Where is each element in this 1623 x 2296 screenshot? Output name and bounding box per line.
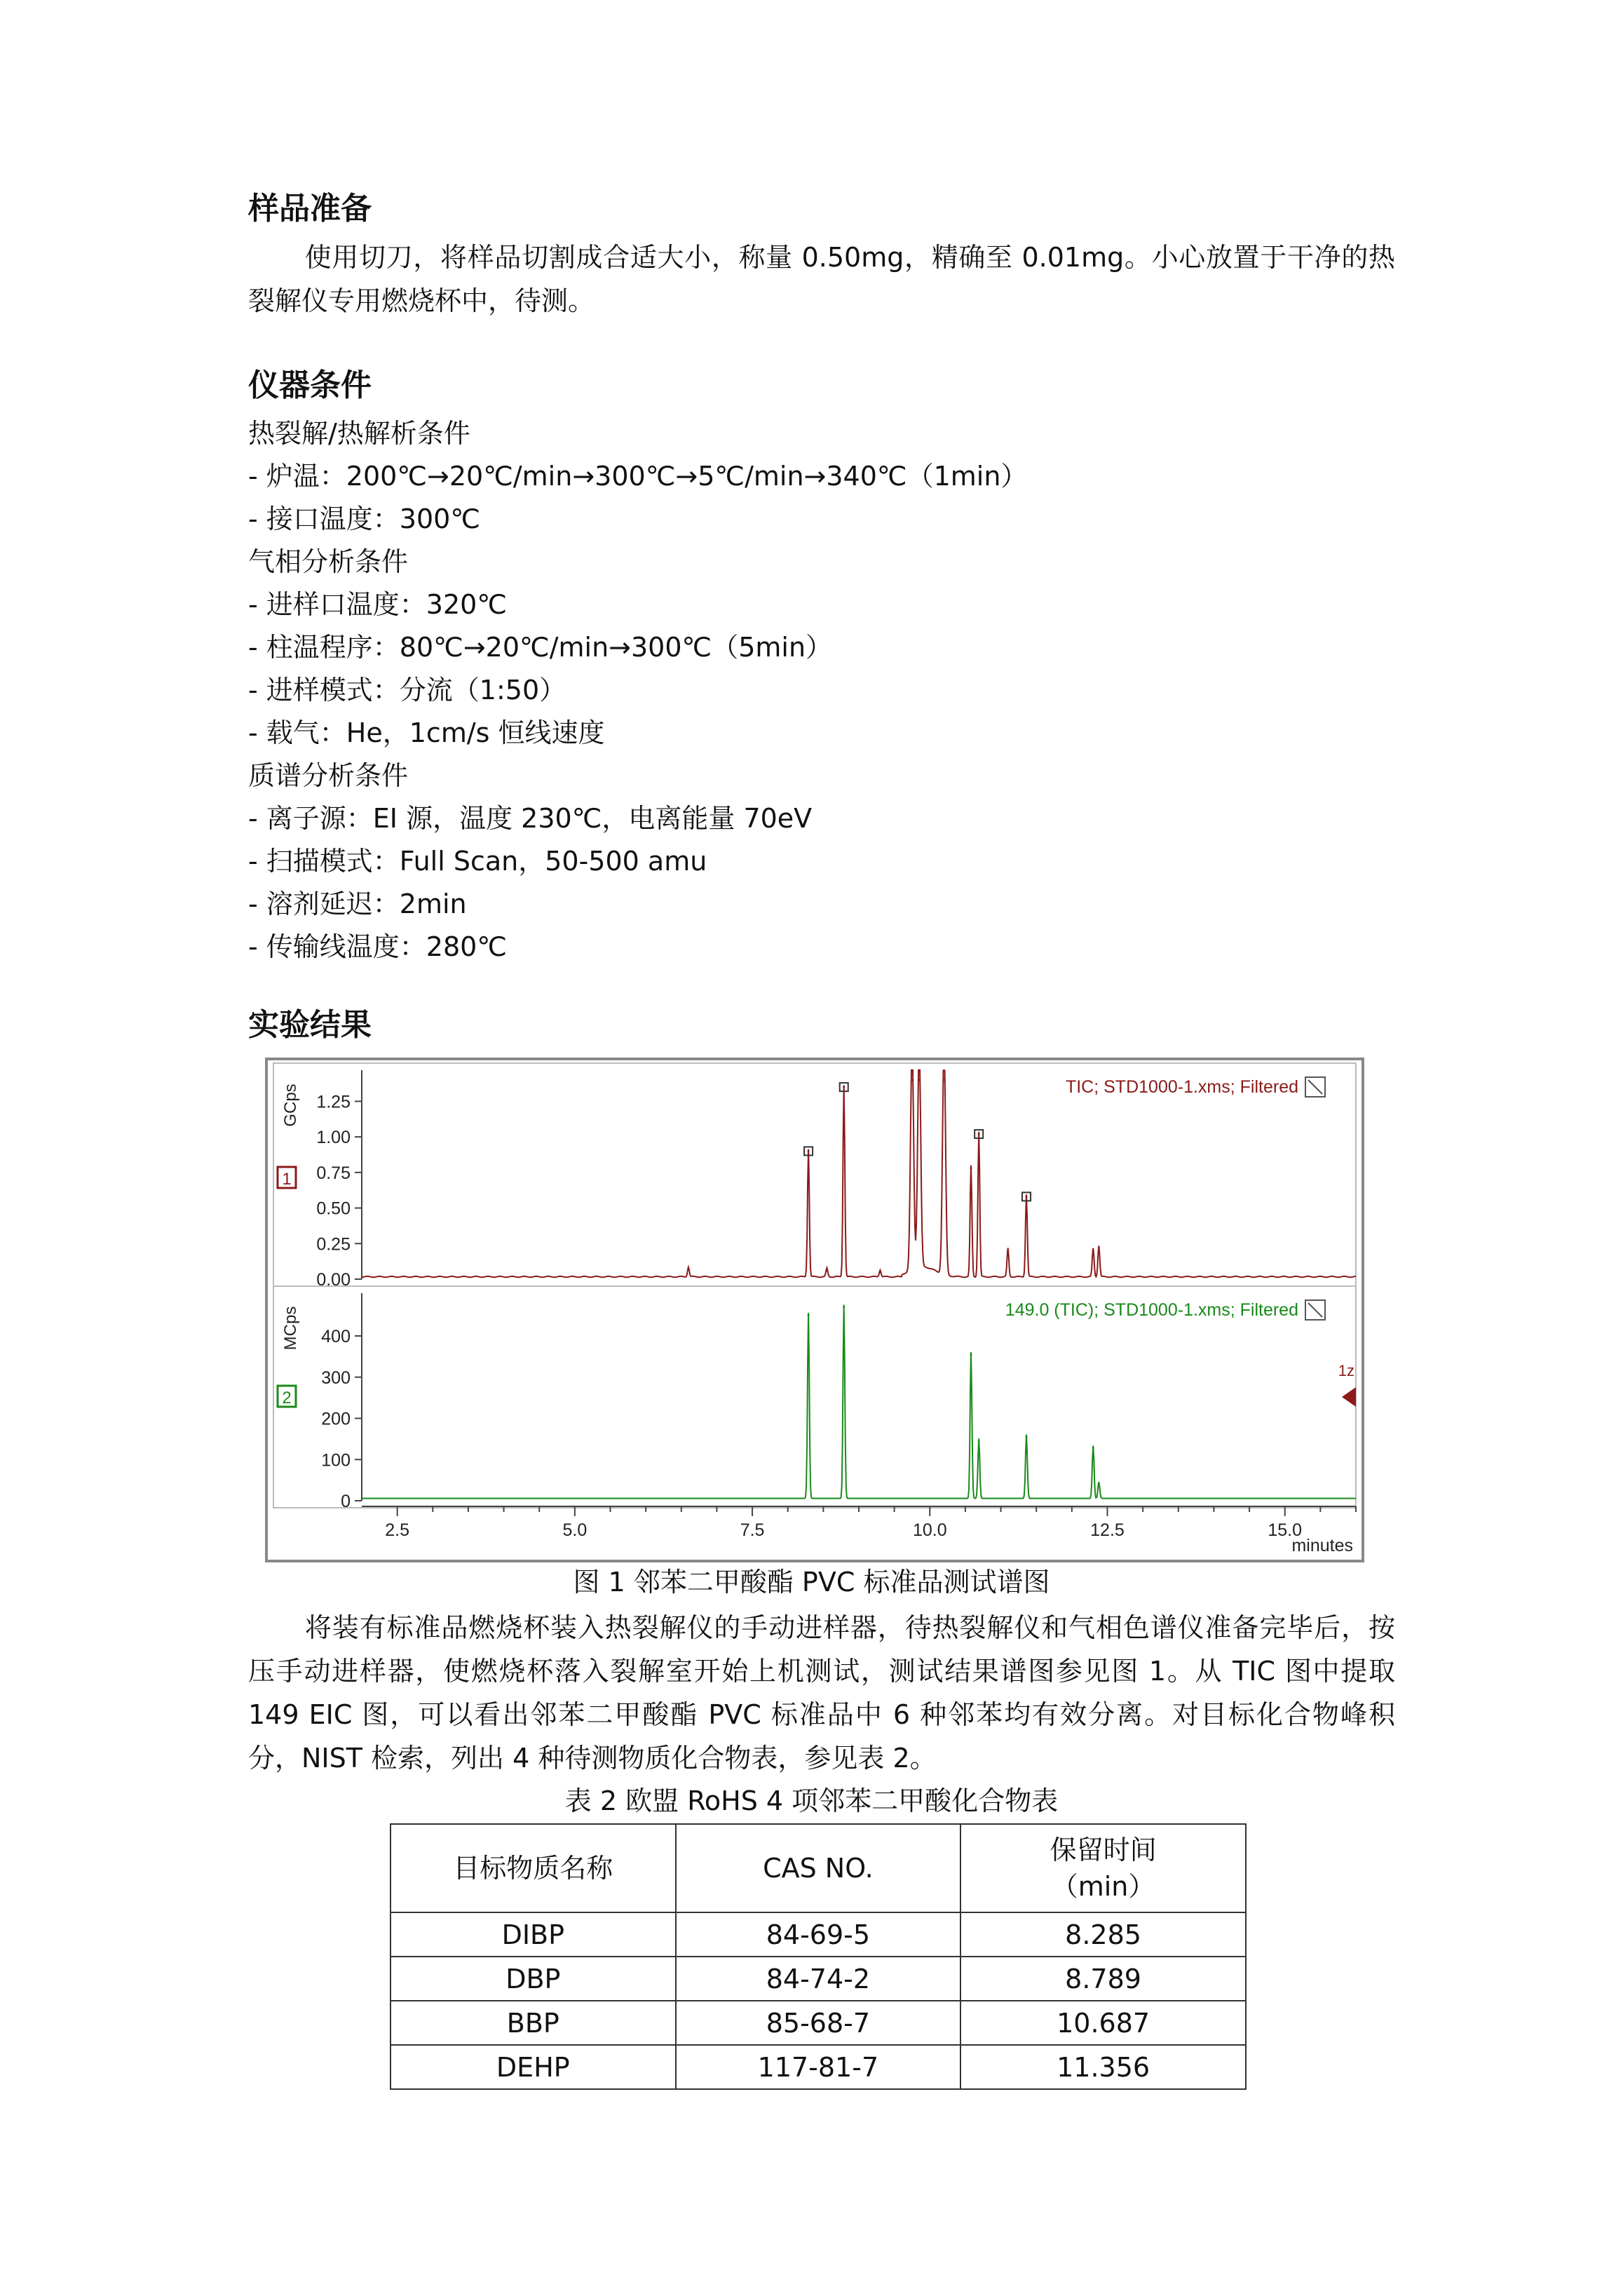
x-axis-label: minutes <box>1291 1536 1353 1555</box>
table-row <box>391 1957 1246 2001</box>
peak-point <box>918 1079 921 1081</box>
series-legend: 149.0 (TIC); STD1000-1.xms; Filtered <box>1005 1300 1298 1320</box>
results-text: 将装有标准品燃烧杯装入热裂解仪的手动进样器，待热裂解仪和气相色谱仪准备完毕后，按压手动进样器，使燃烧杯落入裂解室开始上机测试，测试结果谱图参见图 1。从 TIC 图中提取 149 EIC 图，可以看出邻苯二甲酸酯 PVC 标准品中 6 种邻苯均有效分离。对目标化合物峰积分，NIST 检索，列出 4 种待测物质化合物表，参见表 2。 <box>248 1612 1395 1774</box>
condition-line: - 溶剂延迟：2min <box>248 889 467 919</box>
cell-name: DIBP <box>391 1912 676 1957</box>
section-title-sample-prep: 样品准备 <box>248 191 372 227</box>
cell-cas: 85-68-7 <box>676 2001 961 2045</box>
peak-point <box>843 1306 845 1308</box>
condition-line: - 进样口温度：320℃ <box>248 589 507 620</box>
series-legend: TIC; STD1000-1.xms; Filtered <box>1065 1077 1298 1097</box>
peak-point <box>1092 1250 1094 1252</box>
x-tick-label: 15.0 <box>1268 1520 1303 1540</box>
condition-line: - 载气：He，1cm/s 恒线速度 <box>248 717 605 748</box>
header-target: 目标物质名称 <box>391 1824 676 1912</box>
y-tick-label: 100 <box>321 1450 351 1471</box>
y-axis-label: GCps <box>281 1083 300 1127</box>
cell-rt: 8.285 <box>960 1912 1246 1957</box>
section-title-instrument: 仪器条件 <box>248 367 372 403</box>
peak-point <box>943 1079 945 1081</box>
peak-point <box>1026 1196 1028 1198</box>
cell-cas: 117-81-7 <box>676 2045 961 2089</box>
peak-point <box>879 1271 881 1273</box>
peak-point <box>978 1440 980 1442</box>
peak-point <box>1026 1436 1028 1438</box>
cell-name: DBP <box>391 1957 676 2001</box>
peak-point <box>970 1353 972 1356</box>
condition-line: 气相分析条件 <box>248 546 409 577</box>
x-tick-label: 10.0 <box>912 1520 947 1540</box>
y-tick-label: 200 <box>321 1409 351 1429</box>
x-tick-label: 12.5 <box>1090 1520 1125 1540</box>
condition-line: - 离子源：EI 源，温度 230℃，电离能量 70eV <box>248 803 813 834</box>
y-tick-label: 0.25 <box>316 1234 351 1255</box>
sample-prep-paragraph <box>248 236 1395 323</box>
y-tick-label: 1.00 <box>316 1128 351 1148</box>
peak-point <box>843 1086 845 1088</box>
peak-point <box>826 1269 828 1271</box>
phthalate-table <box>390 1823 1247 2090</box>
y-tick-label: 400 <box>321 1327 351 1346</box>
peak-point <box>1007 1250 1009 1252</box>
condition-line: - 扫描模式：Full Scan，50-500 amu <box>248 846 707 877</box>
reference-marker-label: 1z <box>1338 1362 1354 1379</box>
peak-point <box>687 1268 689 1270</box>
header-cas: CAS NO. <box>676 1824 961 1912</box>
y-tick-label: 0.75 <box>316 1163 351 1183</box>
sample-prep-text: 使用切刀，将样品切割成合适大小，称量 0.50mg，精确至 0.01mg。小心放置于干净的热裂解仪专用燃烧杯中，待测。 <box>248 242 1395 316</box>
cell-name: BBP <box>391 2001 676 2045</box>
y-tick-label: 300 <box>321 1368 351 1388</box>
x-tick-label: 5.0 <box>562 1520 588 1540</box>
section-title-results: 实验结果 <box>248 1007 372 1043</box>
cell-rt: 11.356 <box>960 2045 1246 2089</box>
cell-cas: 84-74-2 <box>676 1957 961 2001</box>
table-row <box>391 2045 1246 2089</box>
table-row <box>391 2001 1246 2045</box>
condition-line: 质谱分析条件 <box>248 760 409 791</box>
condition-line: - 接口温度：300℃ <box>248 504 480 534</box>
table-row <box>391 1912 1246 1957</box>
header-retention: 保留时间 （min） <box>960 1824 1246 1912</box>
cell-name: DEHP <box>391 2045 676 2089</box>
y-tick-label: 1.25 <box>316 1092 351 1112</box>
table-body <box>391 1912 1246 2089</box>
peak-point <box>1098 1483 1100 1485</box>
condition-line: - 炉温：200℃→20℃/min→300℃→5℃/min→340℃（1min） <box>248 461 1028 492</box>
panel-label: 1 <box>282 1170 292 1189</box>
peak-point <box>808 1314 810 1316</box>
cell-rt: 10.687 <box>960 2001 1246 2045</box>
peak-point <box>911 1079 913 1081</box>
x-tick-label: 7.5 <box>740 1520 765 1540</box>
panel-label: 2 <box>282 1389 292 1407</box>
table-header-row <box>391 1824 1246 1912</box>
peak-point <box>808 1150 810 1152</box>
cell-rt: 8.789 <box>960 1957 1246 2001</box>
condition-line: - 进样模式：分流（1:50） <box>248 675 566 705</box>
figure-caption: 图 1 邻苯二甲酸酯 PVC 标准品测试谱图 <box>573 1567 1050 1598</box>
peak-point <box>978 1133 980 1135</box>
results-paragraph <box>248 1606 1395 1780</box>
condition-line: 热裂解/热解析条件 <box>248 418 470 449</box>
cell-cas: 84-69-5 <box>676 1912 961 1957</box>
y-axis-label: MCps <box>281 1306 300 1351</box>
y-tick-label: 0.50 <box>316 1198 351 1219</box>
y-tick-label: 0 <box>341 1492 351 1511</box>
peak-point <box>1092 1447 1094 1449</box>
table-caption: 表 2 欧盟 RoHS 4 项邻苯二甲酸化合物表 <box>564 1785 1059 1816</box>
peak-point <box>1098 1247 1100 1249</box>
condition-line: - 柱温程序：80℃→20℃/min→300℃（5min） <box>248 632 833 663</box>
x-tick-label: 2.5 <box>385 1520 410 1540</box>
chromatogram-figure <box>265 1058 1364 1562</box>
peak-point <box>970 1167 972 1169</box>
condition-line: - 传输线温度：280℃ <box>248 931 507 962</box>
y-tick-label: 0.00 <box>316 1270 351 1290</box>
